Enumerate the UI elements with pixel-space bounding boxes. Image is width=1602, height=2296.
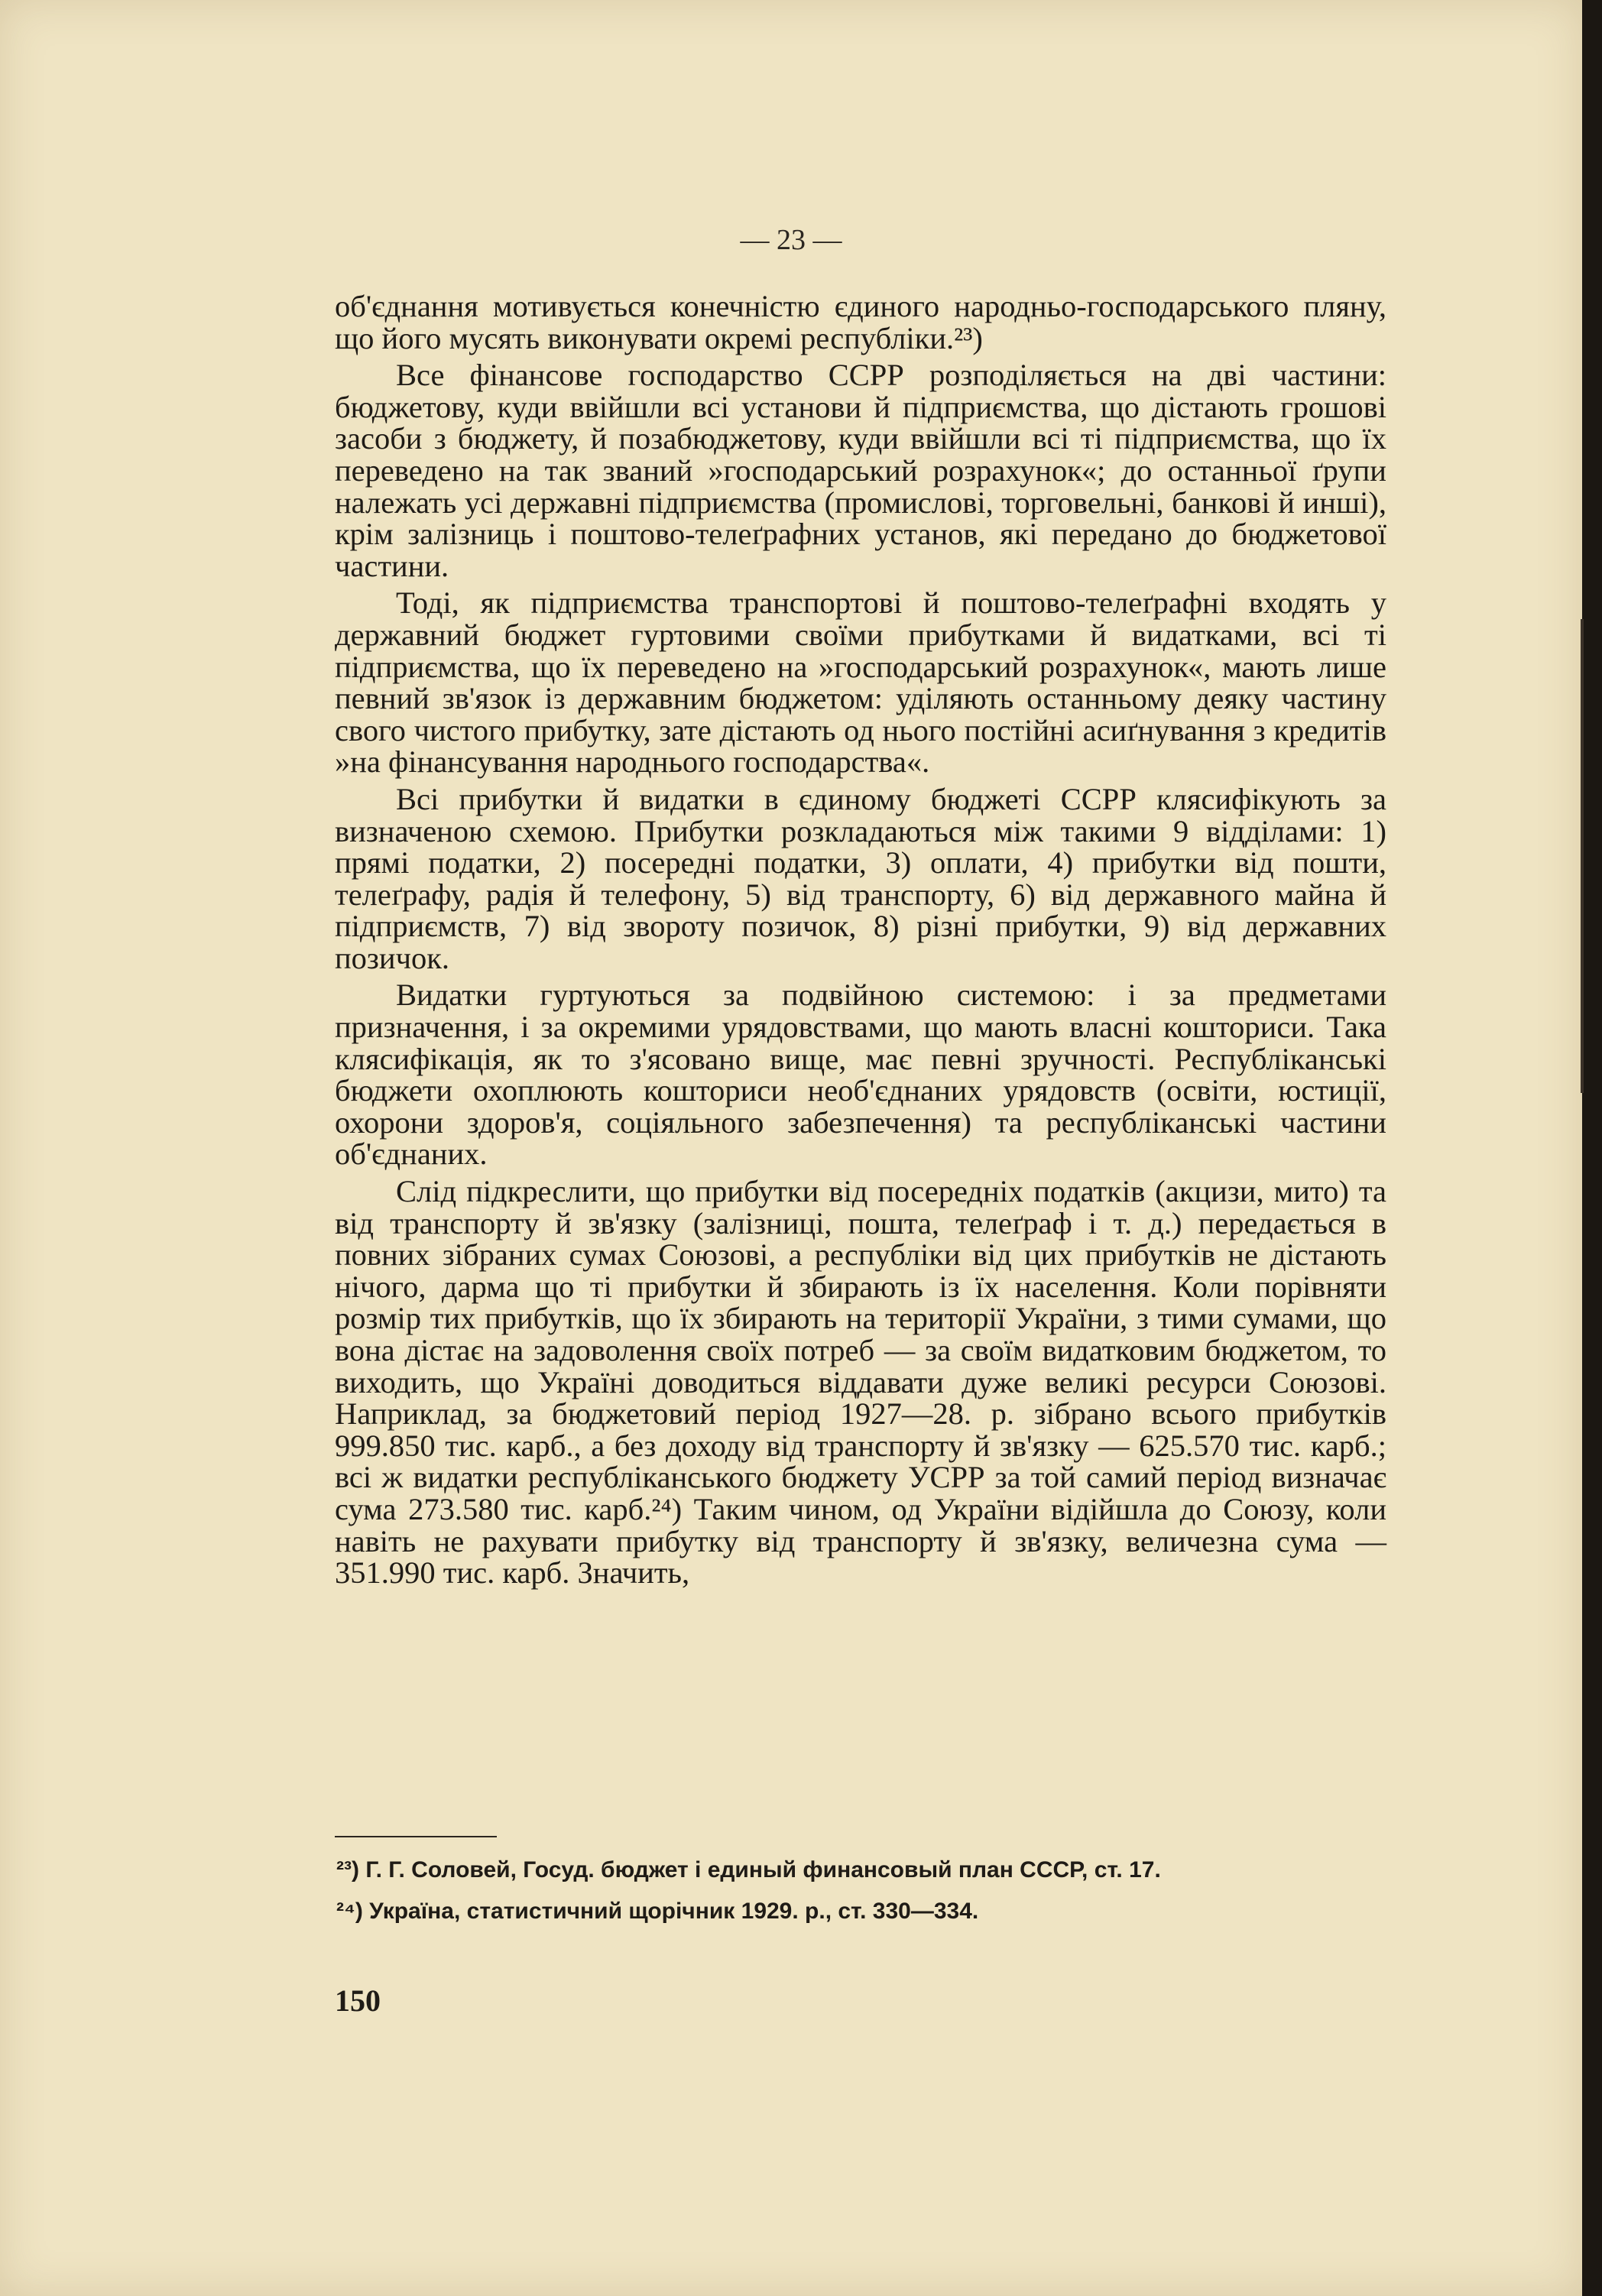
paragraph-4: Всі прибутки й видатки в єдиному бюджеті ССРР клясифікують за визначеною схемою. Прибутки розкладаються між такими 9 відділами: 1) прямі податки, 2) посередні податки, 3) оплати, 4) прибутки від пошти, телеґрафу, радія й телефону, 5) від транспорту, 6) від державного майна й підприємств, 7) від звороту позичок, 8) різні прибутки, 9) від державних позичок. (335, 781, 1386, 975)
body-text (335, 290, 1386, 1594)
paragraph-3: Тоді, як підприємства транспортові й поштово-телеґрафні входять у державний бюджет гуртовими своїми прибутками й видатками, всі ті підприємства, що їх переведено на »господарський розрахунок«, мають лише певний зв'язок із державним бюджетом: уділяють останньому деяку частину свого чистого прибутку, зате дістають од нього постійні асиґнування з кредитів »на фінансування народнього господарства«. (335, 585, 1386, 780)
footnote-text: Г. Г. Соловей, Госуд. бюджет і единый финансовый план СССР, ст. 17. (365, 1857, 1161, 1883)
footnote-divider (335, 1836, 497, 1837)
footnote-mark: ²³) (336, 1857, 359, 1883)
page-number: 150 (335, 1983, 381, 2018)
page-edge-mark (1581, 619, 1584, 1093)
paragraph-1: об'єднання мотивується конечністю єдиного народньо-господарського пляну, що його мусять виконувати окремі республіки.²³) (335, 289, 1386, 355)
footnote-23 (336, 1850, 1391, 1891)
footnote-text: Україна, статистичний щорічник 1929. р., ст. 330—334. (369, 1899, 979, 1924)
footnotes (336, 1850, 1391, 1932)
page-header-marker: — 23 — (740, 224, 842, 256)
paragraph-2: Все фінансове господарство ССРР розподіляється на дві частини: бюджетову, куди ввійшли всі установи й підприємства, що дістають грошові засоби з бюджету, й позабюджетову, куди ввійшли всі ті підприємства, що їх переведено на так званий »господарський розрахунок«; до останньої ґрупи належать усі державні підприємства (промислові, торговельні, банкові й инші), крім залізниць і поштово-телеґрафних установ, які передано до бюджетової частини. (335, 358, 1386, 583)
paragraph-5: Видатки гуртуються за подвійною системою: і за предметами призначення, і за окремими урядовствами, що мають власні кошториси. Така клясифікація, як то з'ясовано вище, має певні зручності. Республіканські бюджети охоплюють кошториси необ'єднаних урядовств (освіти, юстиції, охорони здоров'я, соціяльного забезпечення) та республіканські частини об'єднаних. (335, 978, 1386, 1172)
footnote-mark: ²⁴) (336, 1899, 363, 1924)
footnote-24 (336, 1891, 1391, 1932)
paragraph-6: Слід підкреслити, що прибутки від посередніх податків (акцизи, мито) та від транспорту й зв'язку (залізниці, пошта, телеґраф і т. д.) передається в повних зібраних сумах Союзові, а республіки від цих прибутків не дістають нічого, дарма що ті прибутки й збирають із їх населення. Коли порівняти розмір тих прибутків, що їх збирають на території України, з тими сумами, що вона дістає на задоволення своїх потреб — за своїм видатковим бюджетом, то виходить, що Україні доводиться віддавати дуже великі ресурси Союзові. Наприклад, за бюджетовий період 1927—28. р. зібрано всього прибутків 999.850 тис. карб., а без доходу від транспорту й зв'язку — 625.570 тис. карб.; всі ж видатки республіканського бюджету УСРР за той самий період визначає сума 273.580 тис. карб.²⁴) Таким чином, од України відійшла до Союзу, коли навіть не рахувати прибутку від транспорту й зв'язку, величезна сума — 351.990 тис. карб. Значить, (335, 1174, 1386, 1591)
